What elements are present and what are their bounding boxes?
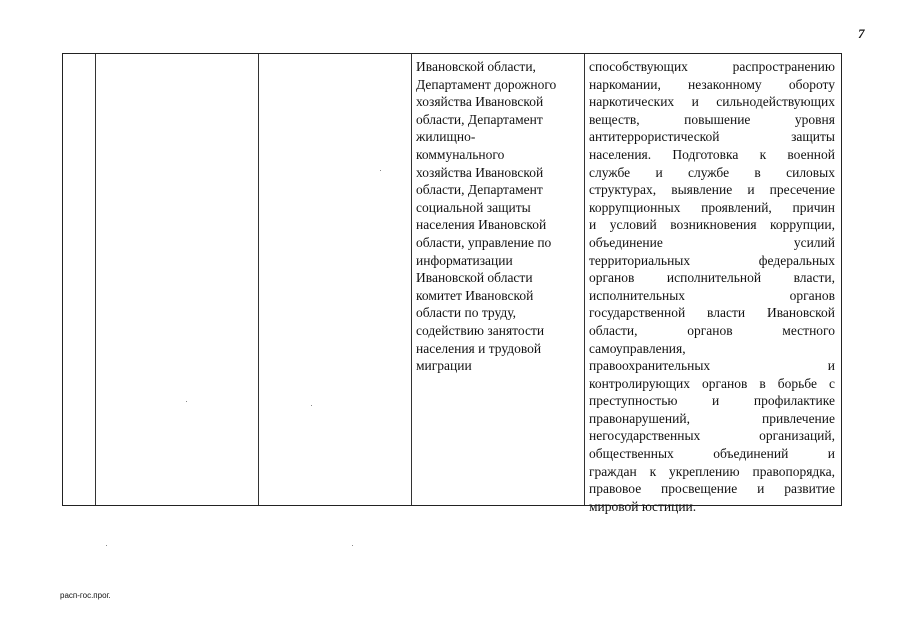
document-code: расп-гос.прог. [60, 591, 111, 600]
responsible-body-line: населения Ивановской [416, 217, 547, 233]
activity-line: и условий возникновения коррупции, [589, 217, 835, 233]
activity-line: территориальных федеральных [589, 252, 835, 268]
activity-line: исполнительных органов [589, 287, 835, 303]
scan-speck [186, 401, 187, 402]
responsible-body-line: миграции [416, 358, 472, 374]
responsible-body-line: Департамент дорожного [416, 76, 557, 92]
activity-line: правоохранительных и [589, 358, 835, 374]
responsible-bodies-cell [416, 58, 580, 375]
responsible-body-line: области, Департамент [416, 111, 543, 127]
activity-line: государственной власти Ивановской [589, 305, 835, 321]
responsible-body-line: хозяйства Ивановской [416, 94, 544, 110]
activity-line: способствующих распространению [589, 59, 835, 74]
responsible-body-line: информатизации [416, 252, 513, 268]
responsible-body-line: области по труду, [416, 305, 517, 321]
responsible-body-line: Ивановской области, [416, 59, 536, 74]
responsible-body-line: коммунального [416, 146, 505, 162]
scan-speck [352, 545, 353, 546]
column-divider-2 [258, 54, 259, 505]
column-divider-3 [411, 54, 412, 505]
activity-line: правовое просвещение и развитие [589, 481, 835, 497]
activity-line: самоуправления, [589, 340, 686, 356]
activity-line: населения. Подготовка к военной [589, 146, 835, 162]
responsible-body-line: хозяйства Ивановской [416, 164, 544, 180]
activity-line: негосударственных организаций, [589, 428, 835, 444]
activity-line: области, органов местного [589, 322, 835, 338]
column-divider-4 [584, 54, 585, 505]
activity-line: граждан к укреплению правопорядка, [589, 463, 835, 479]
activity-line: мировой юстиции. [589, 498, 697, 514]
scan-speck [106, 545, 107, 546]
scan-speck [380, 170, 381, 171]
activity-line: структурах, выявление и пресечение [589, 182, 835, 198]
responsible-body-line: социальной защиты [416, 199, 531, 215]
activity-line: преступностью и профилактике [589, 393, 835, 409]
responsible-body-line: содействию занятости [416, 322, 545, 338]
column-divider-1 [95, 54, 96, 505]
document-table [62, 53, 842, 514]
activity-line: правонарушений, привлечение [589, 410, 835, 426]
activity-line: контролирующих органов в борьбе с [589, 375, 835, 391]
activity-line: коррупционных проявлений, причин [589, 199, 835, 215]
activity-line: органов исполнительной власти, [589, 270, 835, 286]
responsible-body-line: населения и трудовой [416, 340, 542, 356]
activity-line: службе и службе в силовых [589, 164, 835, 180]
responsible-body-line: Ивановской области [416, 270, 533, 286]
responsible-body-line: области, управление по [416, 234, 552, 250]
scan-speck [311, 405, 312, 406]
responsible-body-line: области, Департамент [416, 182, 543, 198]
activity-line: антитеррористической защиты [589, 129, 835, 145]
activity-line: наркомании, незаконному обороту [589, 76, 835, 92]
activity-description-cell [589, 58, 835, 515]
activity-line: веществ, повышение уровня [589, 111, 835, 127]
responsible-body-line: комитет Ивановской [416, 287, 534, 303]
activity-line: объединение усилий [589, 234, 835, 250]
responsible-body-line: жилищно- [416, 129, 476, 145]
activity-line: общественных объединений и [589, 446, 835, 462]
page-number: 7 [858, 26, 865, 41]
activity-line: наркотических и сильнодействующих [589, 94, 835, 110]
